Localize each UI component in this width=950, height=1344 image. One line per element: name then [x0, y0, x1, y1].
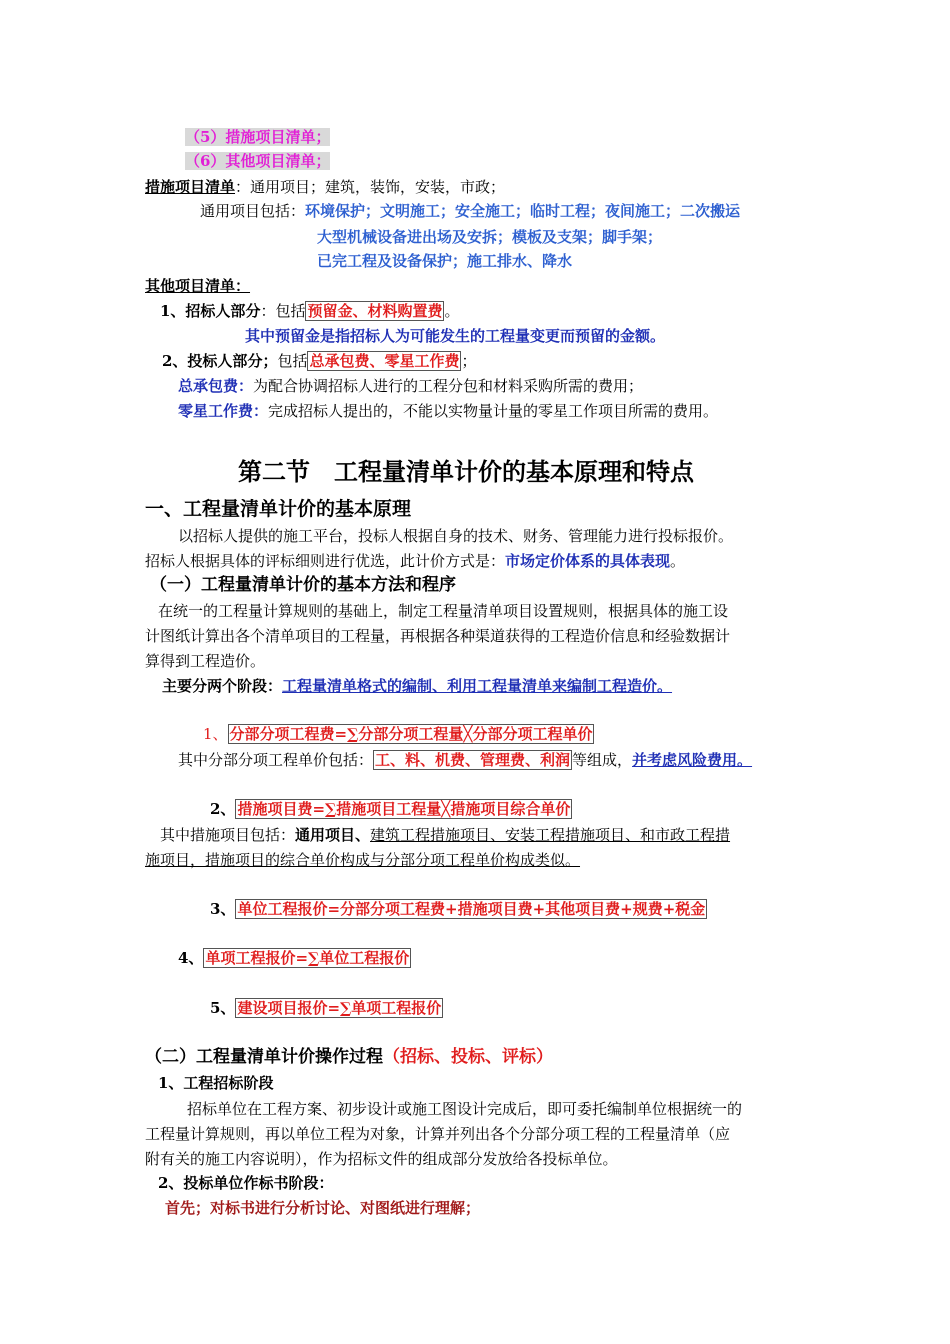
para-2: 招标人根据具体的评标细则进行优选，此计价方式是：市场定价体系的具体表现。	[145, 552, 686, 570]
formula-2: 2、 措施项目费=∑措施项目工程量╳措施项目综合单价	[210, 800, 571, 818]
formula-2-note: 其中措施项目包括：通用项目、建筑工程措施项目、安装工程措施项目、和市政工程措	[160, 826, 731, 844]
para-5: 算得到工程造价。	[145, 652, 266, 670]
list-item-6: （6）其他项目清单；	[185, 152, 331, 170]
section-title: 第二节 工程量清单计价的基本原理和特点	[238, 457, 694, 486]
general-items-line: 通用项目包括：环境保护；文明施工；安全施工；临时工程；夜间施工；二次搬运	[200, 202, 741, 220]
reserve-note: 其中预留金是指招标人为可能发生的工程量变更而预留的金额。	[245, 327, 666, 345]
tenderer-part: 1、招标人部分：包括 预留金、材料购置费 。	[160, 302, 460, 320]
stage-2-para-1: 首先；对标书进行分析讨论、对图纸进行理解；	[165, 1199, 481, 1217]
stage-1-para-1: 招标单位在工程方案、初步设计或施工图设计完成后，即可委托编制单位根据统一的	[187, 1100, 743, 1118]
two-stages: 主要分两个阶段：工程量清单格式的编制、利用工程量清单来编制工程造价。	[162, 677, 673, 695]
formula-4: 4、 单项工程报价=∑单位工程报价	[178, 949, 410, 967]
bidder-part: 2、投标人部分；包括 总承包费、零星工作费 ；	[162, 352, 477, 370]
general-items-line-3: 已完工程及设备保护；施工排水、降水	[317, 252, 573, 270]
stage-1-para-2: 工程量计算规则，再以单位工程为对象，计算并列出各个分部分项工程的工程量清单（应	[145, 1125, 731, 1143]
formula-2-note-2: 施项目，措施项目的综合单价构成与分部分项工程单价构成类似。	[145, 851, 581, 869]
other-items-heading: 其他项目清单：	[145, 277, 251, 295]
stage-1-heading: 1、工程招标阶段	[158, 1074, 274, 1092]
measures-line: 措施项目清单：通用项目；建筑，装饰，安装，市政；	[145, 178, 506, 196]
para-1: 以招标人提供的施工平台，投标人根据自身的技术、财务、管理能力进行投标报价。	[178, 527, 734, 545]
subheading-2: （二）工程量清单计价操作过程（招标、投标、评标）	[145, 1047, 553, 1067]
stage-2-heading: 2、投标单位作标书阶段：	[158, 1174, 334, 1192]
para-3: 在统一的工程量计算规则的基础上，制定工程量清单项目设置规则，根据具体的施工设	[158, 602, 729, 620]
subheading-1: （一）工程量清单计价的基本方法和程序	[150, 575, 456, 595]
odd-job-fee: 零星工作费：完成招标人提出的，不能以实物量计量的零星工作项目所需的费用。	[178, 402, 719, 420]
list-item-5: （5）措施项目清单；	[185, 128, 331, 146]
formula-5: 5、 建设项目报价=∑单项工程报价	[210, 999, 442, 1017]
general-contract-fee: 总承包费：为配合协调招标人进行的工程分包和材料采购所需的费用；	[178, 377, 644, 395]
formula-1-note: 其中分部分项工程单价包括： 工、料、机费、管理费、利润 等组成，并考虑风险费用。	[178, 751, 753, 769]
heading-one: 一、工程量清单计价的基本原理	[145, 498, 412, 520]
stage-1-para-3: 附有关的施工内容说明），作为招标文件的组成部分发放给各投标单位。	[145, 1150, 618, 1168]
general-items-line-2: 大型机械设备进出场及安拆；模板及支架；脚手架；	[317, 228, 663, 246]
para-4: 计图纸计算出各个清单项目的工程量，再根据各种渠道获得的工程造价信息和经验数据计	[145, 627, 731, 645]
formula-1: 1、 分部分项工程费=∑分部分项工程量╳分部分项工程单价	[203, 725, 593, 743]
formula-3: 3、 单位工程报价=分部分项工程费+措施项目费+其他项目费+规费+税金	[210, 900, 706, 918]
